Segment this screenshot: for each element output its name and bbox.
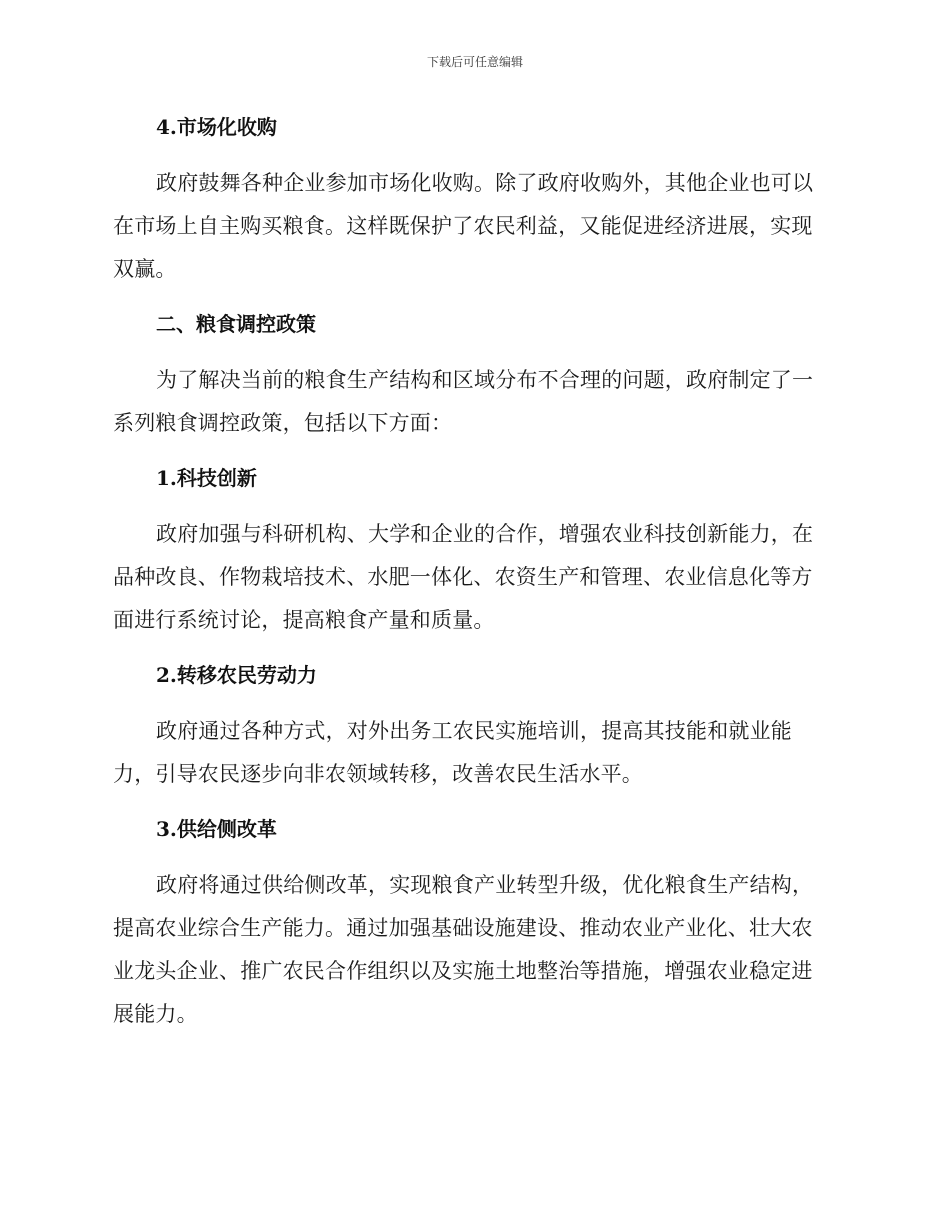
paragraph-market-purchase: 政府鼓舞各种企业参加市场化收购。除了政府收购外，其他企业也可以在市场上自主购买粮食。这样既保护了农民利益，又能促进经济进展，实现双赢。 — [113, 171, 814, 281]
paragraph-labor-transfer: 政府通过各种方式，对外出务工农民实施培训，提高其技能和就业能力，引导农民逐步向非农领域转移，改善农民生活水平。 — [113, 719, 792, 786]
section-heading-tech-innovation: 1.科技创新 — [156, 466, 257, 490]
paragraph-tech-innovation: 政府加强与科研机构、大学和企业的合作，增强农业科技创新能力，在品种改良、作物栽培技术、水肥一体化、农资生产和管理、农业信息化等方面进行系统讨论，提高粮食产量和质量。 — [113, 522, 814, 632]
paragraph-grain-policy: 为了解决当前的粮食生产结构和区域分布不合理的问题，政府制定了一系列粮食调控政策，包括以下方面： — [113, 368, 814, 435]
section-heading-supply-reform: 3.供给侧改革 — [156, 817, 277, 841]
paragraph-supply-reform: 政府将通过供给侧改革，实现粮食产业转型升级，优化粮食生产结构，提高农业综合生产能力。通过加强基础设施建设、推动农业产业化、壮大农业龙头企业、推广农民合作组织以及实施土地整治等措施，增强农业稳定进展能力。 — [113, 873, 814, 1026]
section-heading-market-purchase: 4.市场化收购 — [156, 115, 277, 139]
page-header: 下载后可任意编辑 — [426, 55, 523, 69]
section-heading-labor-transfer: 2.转移农民劳动力 — [156, 663, 317, 687]
section-heading-grain-policy: 二、粮食调控政策 — [156, 312, 316, 336]
document-body — [113, 108, 833, 1036]
